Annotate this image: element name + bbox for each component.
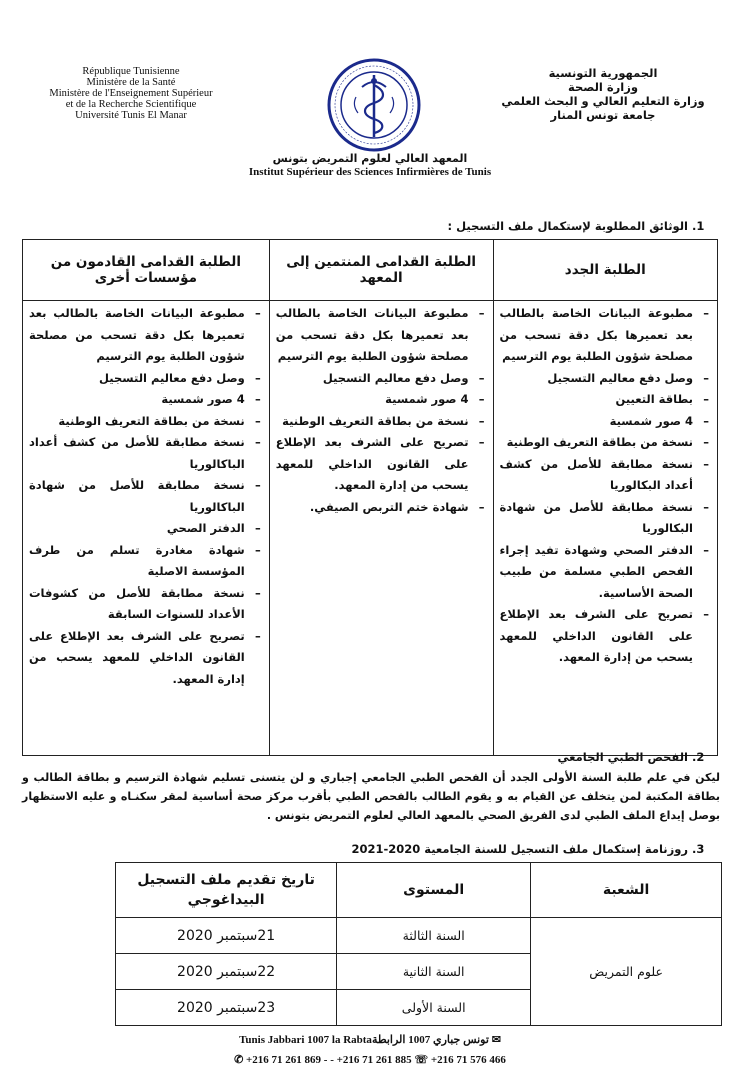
ar-header-line: الجمهورية التونسية — [548, 66, 658, 80]
column-header-returning-students: الطلبة القدامى المنتمين إلى المعهد — [269, 240, 493, 301]
list-item: – الدفتر الصحي وشهادة تفيد إجراء الفحص الطبي مسلمة من طبيب الصحة الأساسية. — [500, 540, 711, 605]
schedule-table — [115, 862, 722, 1026]
footer-address-line — [180, 1030, 560, 1050]
ar-header-line: وزارة الصحة — [568, 80, 638, 94]
list-item: – وصل دفع معاليم التسجيل — [29, 368, 263, 390]
table-row — [116, 918, 722, 954]
header-level: المستوى — [337, 863, 531, 918]
ar-header-line: وزارة التعليم العالي و البحث العلمي — [501, 94, 705, 108]
level-cell: السنة الثانية — [337, 954, 531, 990]
section2-title: الفحص الطبي الجامعي — [557, 750, 688, 764]
list-item: – نسخة من بطاقة التعريف الوطنية — [500, 432, 711, 454]
list-item: – بطاقة التعيين — [500, 389, 711, 411]
new-students-list — [500, 303, 711, 669]
transfer-students-list — [29, 303, 263, 690]
list-item: – شهادة ختم التربص الصيفي. — [276, 497, 487, 519]
documents-table — [22, 239, 718, 756]
list-item: – نسخة مطابقة للأصل من شهادة البكالوريا — [500, 497, 711, 540]
section3-title: روزنامة إستكمال ملف التسجيل للسنة الجامعية 2020-2021 — [351, 842, 688, 856]
list-item: – نسخة مطابقة للأصل من كشف أعداد البكالوريا — [500, 454, 711, 497]
new-students-cell — [493, 301, 717, 756]
section1-title: الوثائق المطلوبة لإستكمال ملف التسجيل : — [447, 219, 688, 233]
section1-number: 1. — [692, 219, 705, 233]
list-item: – نسخة مطابقة للأصل من كشوفات الأعداد للسنوات السابقة — [29, 583, 263, 626]
date-cell: 22سبتمبر 2020 — [116, 954, 337, 990]
list-item: – 4 صور شمسية — [29, 389, 263, 411]
list-item: – مطبوعة البيانات الخاصة بالطالب بعد تعميرها بكل دقة تسحب من مصلحة شؤون الطلبة يوم الترسيم — [29, 303, 263, 368]
institute-name — [200, 152, 540, 179]
list-item: – تصريح على الشرف بعد الإطلاع على القانون الداخلي للمعهد يسحب من إدارة المعهد. — [276, 432, 487, 497]
header-branch: الشعبة — [531, 863, 722, 918]
list-item: – الدفتر الصحي — [29, 518, 263, 540]
returning-students-list — [276, 303, 487, 518]
medical-exam-paragraph: ليكن في علم طلبة السنة الأولى الجدد أن الفحص الطبي الجامعي إجباري و لن يتسنى تسليم شهادة الترسيم و بطاقة الطالب و بطاقة المكتبة لمن يتخلف عن القيام به و يقوم الطالب بالفحص الطبي بأقرب مركز صحة أساسية لمقر سكنـاه و عليه الاستظهار بوصل إيداع الملف الطبي لدى الفريق الصحي بالمعهد العالي لعلوم التمريض بتونس . — [22, 771, 720, 822]
list-item: – نسخة من بطاقة التعريف الوطنية — [29, 411, 263, 433]
fr-header-line: Université Tunis El Manar — [75, 110, 187, 121]
section3-heading — [254, 842, 714, 856]
section2-heading — [314, 750, 714, 764]
section3-number: 3. — [692, 842, 705, 856]
column-header-new-students: الطلبة الجدد — [493, 240, 717, 301]
list-item: – مطبوعة البيانات الخاصة بالطالب بعد تعميرها بكل دقة تسحب من مصلحة شؤون الطلبة يوم الترسيم — [276, 303, 487, 368]
footer — [180, 1030, 560, 1070]
column-header-transfer-students: الطلبة القدامى القادمون من مؤسسات أخرى — [23, 240, 270, 301]
footer-phones: +216 71 261 869 - - +216 71 261 885 ☏ +216 71 576 466 — [246, 1054, 506, 1066]
institute-name-ar: المعهد العالي لعلوم التمريض بتونس — [272, 152, 468, 165]
list-item: – نسخة مطابقة للأصل من كشف أعداد الباكالوريا — [29, 432, 263, 475]
ar-header-line: جامعة تونس المنار — [550, 108, 656, 122]
footer-address: تونس جباري 1007 الرابطةTunis Jabbari 1007 la Rabta — [239, 1034, 489, 1046]
section1-heading — [214, 219, 714, 233]
list-item: – تصريح على الشرف بعد الإطلاع على القانون الداخلي للمعهد يسحب من إدارة المعهد. — [29, 626, 263, 691]
phone-icon: ✆ — [234, 1054, 244, 1066]
arabic-header — [488, 66, 718, 122]
fr-header-line: Ministère de la Santé — [86, 77, 176, 88]
list-item: – نسخة مطابقة للأصل من شهادة الباكالوريا — [29, 475, 263, 518]
list-item: – شهادة مغادرة تسلم من طرف المؤسسة الاصلية — [29, 540, 263, 583]
fr-header-line: République Tunisienne — [82, 66, 180, 77]
transfer-students-cell — [23, 301, 270, 756]
date-cell: 21سبتمبر 2020 — [116, 918, 337, 954]
level-cell: السنة الأولى — [337, 990, 531, 1026]
list-item: – 4 صور شمسية — [500, 411, 711, 433]
list-item: – تصريح على الشرف بعد الإطلاع على القانون الداخلي للمعهد يسحب من إدارة المعهد. — [500, 604, 711, 669]
mail-icon: ✉ — [491, 1034, 501, 1046]
institute-name-fr: Institut Supérieur des Sciences Infirmières de Tunis — [248, 166, 492, 178]
institute-logo-icon — [326, 57, 422, 153]
list-item: – 4 صور شمسية — [276, 389, 487, 411]
list-item: – نسخة من بطاقة التعريف الوطنية — [276, 411, 487, 433]
list-item: – مطبوعة البيانات الخاصة بالطالب بعد تعميرها بكل دقة تسحب من مصلحة شؤون الطلبة يوم الترسيم — [500, 303, 711, 368]
date-cell: 23سبتمبر 2020 — [116, 990, 337, 1026]
returning-students-cell — [269, 301, 493, 756]
branch-cell: علوم التمريض — [531, 918, 722, 1026]
schedule-header-row — [116, 863, 722, 918]
section2-number: 2. — [692, 750, 705, 764]
documents-header-row — [23, 240, 718, 301]
header-date: تاريخ تقديم ملف التسجيل البيداغوجي — [116, 863, 337, 918]
french-header — [0, 66, 262, 121]
documents-body-row — [23, 301, 718, 756]
list-item: – وصل دفع معاليم التسجيل — [500, 368, 711, 390]
fr-header-line: Ministère de l'Enseignement Supérieur — [49, 88, 213, 99]
fr-header-line: et de la Recherche Scientifique — [65, 99, 197, 110]
level-cell: السنة الثالثة — [337, 918, 531, 954]
footer-phones-line — [180, 1050, 560, 1070]
list-item: – وصل دفع معاليم التسجيل — [276, 368, 487, 390]
